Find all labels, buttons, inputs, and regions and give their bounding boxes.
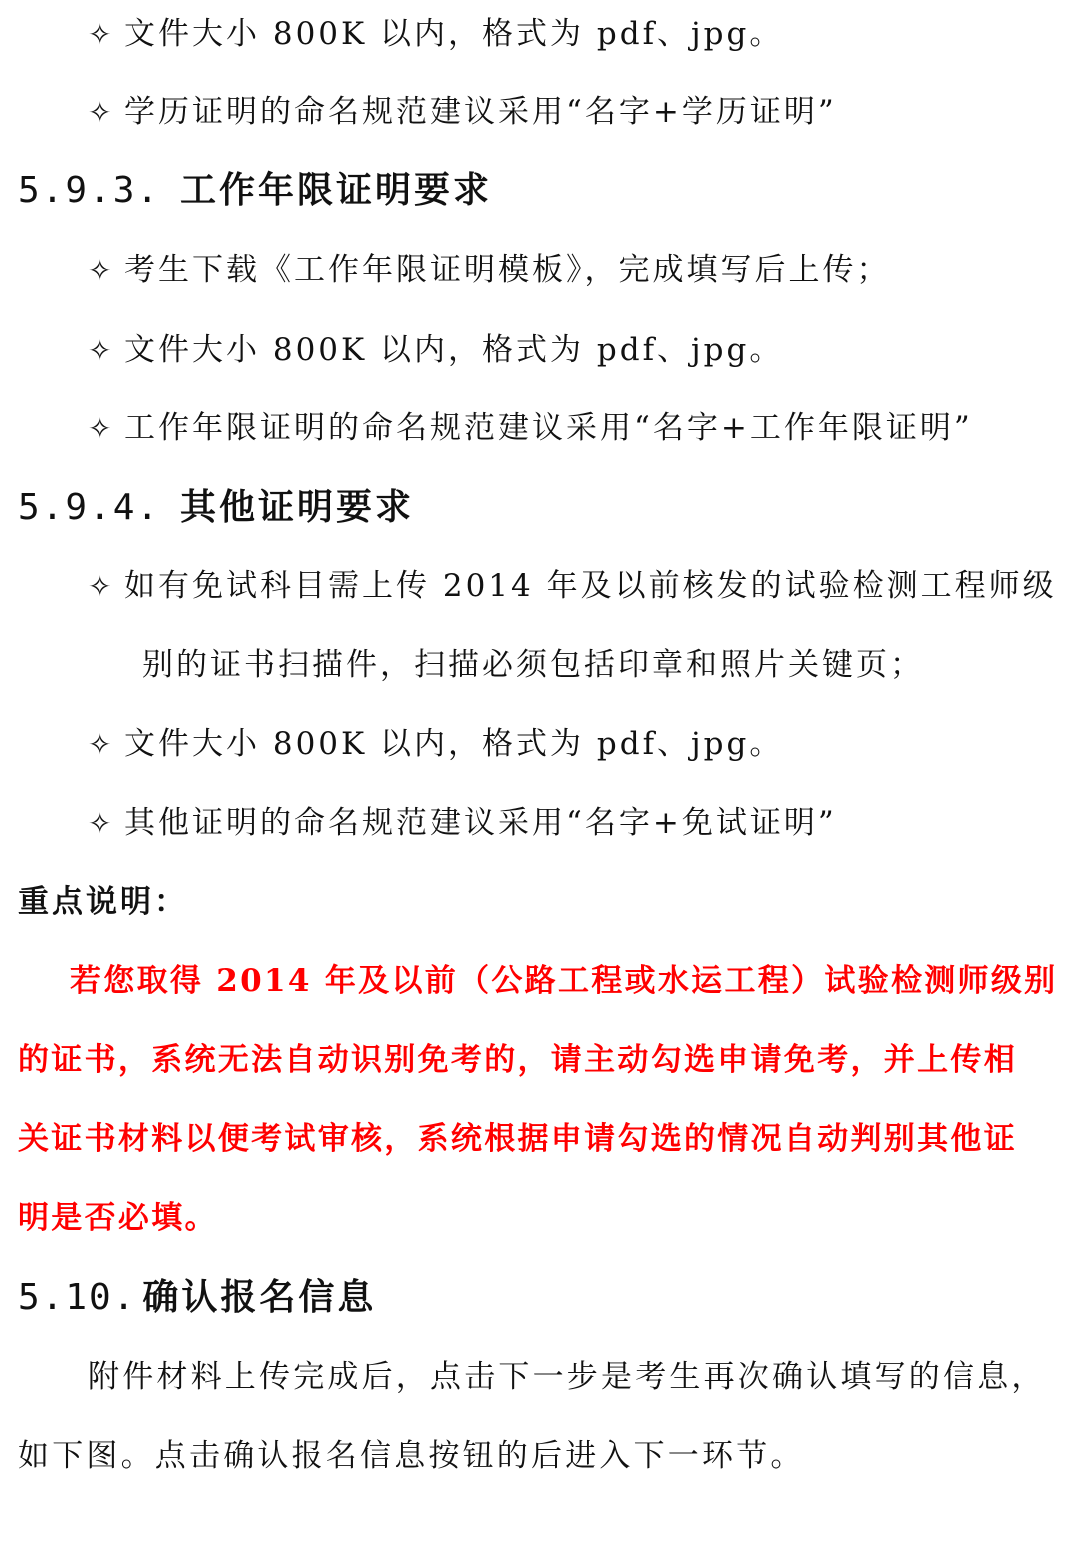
section-title: 确认报名信息 xyxy=(142,1276,377,1318)
bullet-icon: ✧ xyxy=(88,570,115,603)
bullet-icon: ✧ xyxy=(88,254,115,287)
bullet-text: 文件大小 800K 以内，格式为 pdf、jpg。 xyxy=(124,332,784,368)
bullet-item-download-template xyxy=(88,250,891,291)
bullet-icon: ✧ xyxy=(88,334,115,367)
key-note-line-1: 若您取得 2014 年及以前（公路工程或水运工程）试验检测师级别 xyxy=(70,963,1058,999)
key-note-line-2: 的证书，系统无法自动识别免考的，请主动勾选申请免考，并上传相 xyxy=(18,1042,1017,1078)
section-heading-510 xyxy=(18,1277,376,1318)
bullet-item-work-naming xyxy=(88,408,973,449)
bullet-text: 工作年限证明的命名规范建议采用“名字+工作年限证明” xyxy=(124,410,973,446)
section-title: 工作年限证明要求 xyxy=(180,169,493,211)
section-heading-594 xyxy=(18,487,414,528)
bullet-icon: ✧ xyxy=(88,412,115,445)
bullet-icon: ✧ xyxy=(88,96,115,129)
bullet-text: 考生下载《工作年限证明模板》，完成填写后上传； xyxy=(124,252,891,288)
bullet-text: 其他证明的命名规范建议采用“名字+免试证明” xyxy=(124,805,837,841)
paragraph-line-1: 附件材料上传完成后，点击下一步是考生再次确认填写的信息， xyxy=(88,1359,1046,1395)
bullet-text: 文件大小 800K 以内，格式为 pdf、jpg。 xyxy=(124,16,784,52)
bullet-item-file-size-1 xyxy=(88,14,783,55)
bullet-item-other-naming xyxy=(88,803,837,844)
bullet-item-education-naming xyxy=(88,92,837,133)
section-number: 5.9.3. xyxy=(18,170,161,211)
bullet-item-file-size-3 xyxy=(88,724,783,765)
section-number: 5.10. xyxy=(18,1277,137,1318)
paragraph-line-2: 如下图。点击确认报名信息按钮的后进入下一环节。 xyxy=(18,1438,805,1474)
section-title: 其他证明要求 xyxy=(180,486,415,528)
bullet-item-exemption xyxy=(88,566,1057,607)
section-number: 5.9.4. xyxy=(18,487,161,528)
key-note-line-4: 明是否必填。 xyxy=(18,1200,218,1236)
bullet-text: 文件大小 800K 以内，格式为 pdf、jpg。 xyxy=(124,726,784,762)
bullet-icon: ✧ xyxy=(88,807,115,840)
key-note-label: 重点说明： xyxy=(18,884,188,920)
bullet-item-exemption-continued: 别的证书扫描件，扫描必须包括印章和照片关键页； xyxy=(142,647,924,683)
key-note-line-3: 关证书材料以便考试审核，系统根据申请勾选的情况自动判别其他证 xyxy=(18,1121,1017,1157)
bullet-text: 如有免试科目需上传 2014 年及以前核发的试验检测工程师级 xyxy=(124,568,1057,604)
bullet-item-file-size-2 xyxy=(88,330,783,371)
bullet-text: 学历证明的命名规范建议采用“名字+学历证明” xyxy=(124,94,837,130)
section-heading-593 xyxy=(18,170,492,211)
bullet-icon: ✧ xyxy=(88,18,115,51)
bullet-icon: ✧ xyxy=(88,728,115,761)
